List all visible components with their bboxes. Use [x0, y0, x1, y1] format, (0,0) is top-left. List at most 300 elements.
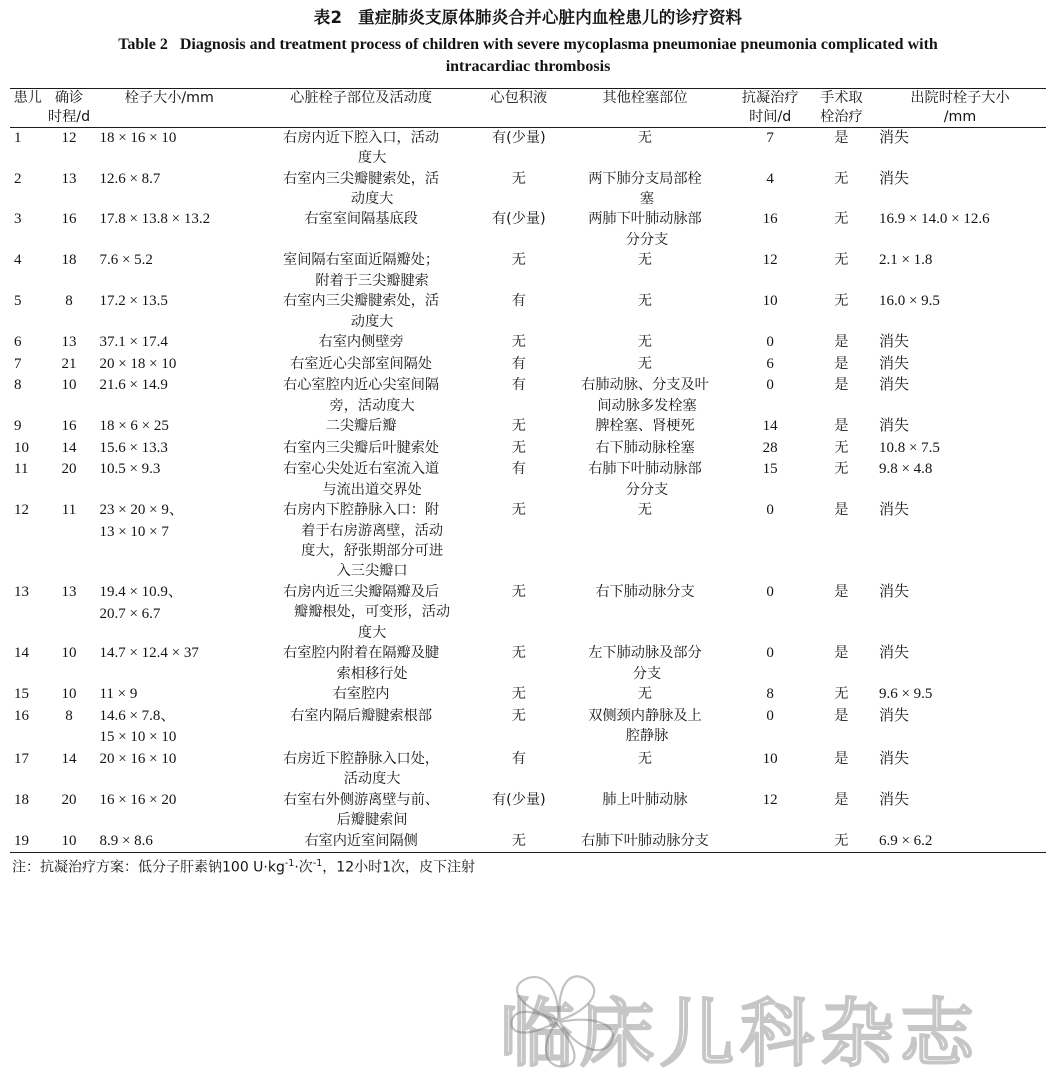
- cell-surgical-thrombectomy-line: 是: [834, 707, 849, 724]
- cell-other-embolism: [560, 438, 731, 460]
- cell-discharge-size: [873, 416, 1046, 438]
- cell-anticoagulation-days-line: 10: [762, 293, 778, 310]
- cell-pericardial-effusion: [478, 128, 559, 169]
- cell-other-embolism-line: 塞: [639, 190, 655, 207]
- cell-thrombus-size: [93, 438, 244, 460]
- cell-diagnosis-duration: [45, 291, 94, 332]
- cell-discharge-size-line: 16.9 × 14.0 × 12.6: [878, 211, 990, 228]
- cell-discharge-size: [873, 643, 1046, 684]
- cell-thrombus-size: [93, 169, 244, 210]
- table-row: [10, 790, 1046, 831]
- cell-patient-id-line: 5: [14, 293, 22, 310]
- cell-surgical-thrombectomy: [810, 250, 873, 291]
- caption-english-number: Table 2: [118, 35, 168, 53]
- col-header-cardiac-site-mobility: 心脏栓子部位及活动度: [290, 90, 433, 107]
- cell-patient-id: [10, 706, 45, 749]
- cell-cardiac-site: [244, 749, 478, 790]
- cell-diagnosis-duration-line: 10: [61, 645, 77, 662]
- cell-diagnosis-duration-line: 10: [61, 377, 77, 394]
- cell-surgical-thrombectomy: [810, 749, 873, 790]
- footnote-sup-2: -1: [312, 858, 323, 870]
- cell-pericardial-effusion: [478, 582, 559, 643]
- cell-pericardial-effusion-line: 无: [511, 832, 526, 849]
- cell-other-embolism-line: 无: [637, 355, 653, 372]
- cell-diagnosis-duration: [45, 749, 94, 790]
- cell-anticoagulation-days: [730, 831, 809, 853]
- cell-diagnosis-duration-line: 13: [61, 334, 77, 351]
- cell-thrombus-size-line: 11 × 9: [99, 686, 138, 703]
- cell-patient-id: [10, 459, 45, 500]
- cell-surgical-thrombectomy-line: 是: [834, 583, 849, 600]
- cell-other-embolism: [560, 354, 731, 376]
- cell-diagnosis-duration: [45, 416, 94, 438]
- cell-cardiac-site: [244, 416, 478, 438]
- cell-diagnosis-duration-line: 13: [61, 170, 77, 187]
- cell-cardiac-site: [244, 128, 478, 169]
- cell-other-embolism: [560, 643, 731, 684]
- cell-patient-id-line: 9: [14, 418, 22, 435]
- cell-anticoagulation-days-line: 12: [762, 252, 778, 269]
- cell-cardiac-site-line: 活动度大: [343, 771, 401, 788]
- cell-pericardial-effusion-line: 有: [511, 377, 526, 394]
- table-row: [10, 459, 1046, 500]
- footnote-sup-1: -1: [284, 858, 295, 870]
- cell-cardiac-site-line: 与流出道交界处: [322, 481, 422, 498]
- cell-diagnosis-duration-line: 14: [61, 750, 77, 767]
- cell-other-embolism-line: 无: [637, 334, 653, 351]
- cell-surgical-thrombectomy: [810, 459, 873, 500]
- cell-pericardial-effusion: [478, 831, 559, 853]
- cell-other-embolism-line: 右下肺动脉分支: [595, 583, 695, 600]
- table-row: [10, 831, 1046, 853]
- cell-patient-id-line: 13: [14, 583, 29, 600]
- cell-patient-id: [10, 250, 45, 291]
- cell-patient-id-line: 18: [14, 791, 29, 808]
- cell-diagnosis-duration: [45, 684, 94, 706]
- cell-surgical-thrombectomy-line: 无: [834, 170, 849, 187]
- cell-other-embolism-line: 脾栓塞、肾梗死: [595, 418, 695, 435]
- cell-anticoagulation-days: [730, 169, 809, 210]
- cell-surgical-thrombectomy: [810, 169, 873, 210]
- table-row: [10, 438, 1046, 460]
- cell-patient-id: [10, 684, 45, 706]
- cell-anticoagulation-days-line: 0: [766, 377, 774, 394]
- cell-surgical-thrombectomy-line: 无: [834, 293, 849, 310]
- cell-surgical-thrombectomy: [810, 128, 873, 169]
- table-row: [10, 582, 1046, 643]
- cell-pericardial-effusion-line: 有: [511, 461, 526, 478]
- cell-pericardial-effusion: [478, 375, 559, 416]
- cell-thrombus-size: [93, 831, 244, 853]
- cell-surgical-thrombectomy: [810, 375, 873, 416]
- footnote-suffix: ，12小时1次，皮下注射: [322, 859, 476, 876]
- cell-discharge-size: [873, 354, 1046, 376]
- cell-diagnosis-duration: [45, 169, 94, 210]
- cell-pericardial-effusion: [478, 749, 559, 790]
- cell-cardiac-site-line: 瓣瓣根处，可变形，活动: [294, 604, 451, 621]
- cell-other-embolism: [560, 831, 731, 853]
- cell-patient-id-line: 10: [14, 439, 29, 456]
- caption-chinese-text: 重症肺炎支原体肺炎合并心脏内血栓患儿的诊疗资料: [358, 8, 743, 27]
- cell-thrombus-size: [93, 332, 244, 354]
- cell-discharge-size: [873, 438, 1046, 460]
- cell-anticoagulation-days: [730, 250, 809, 291]
- footnote-mid: ·次: [294, 859, 313, 876]
- cell-other-embolism-line: 左下肺动脉及部分: [588, 645, 702, 662]
- cell-diagnosis-duration-line: 13: [61, 583, 77, 600]
- cell-surgical-thrombectomy: [810, 684, 873, 706]
- col-header-diagnosis-duration: 确诊 时程/d: [47, 90, 91, 125]
- cell-thrombus-size: [93, 500, 244, 582]
- cell-pericardial-effusion-line: 无: [511, 252, 526, 269]
- cell-surgical-thrombectomy-line: 无: [834, 211, 849, 228]
- cell-cardiac-site-line: 入三尖瓣口: [336, 563, 408, 580]
- table-row: [10, 500, 1046, 582]
- cell-diagnosis-duration: [45, 209, 94, 250]
- cell-pericardial-effusion: [478, 500, 559, 582]
- cell-other-embolism: [560, 582, 731, 643]
- cell-diagnosis-duration-line: 18: [61, 252, 77, 269]
- cell-discharge-size: [873, 128, 1046, 169]
- cell-patient-id-line: 16: [14, 707, 29, 724]
- cell-discharge-size-line: 消失: [878, 750, 909, 767]
- cell-pericardial-effusion-line: 无: [511, 502, 526, 519]
- cell-diagnosis-duration: [45, 643, 94, 684]
- cell-other-embolism: [560, 250, 731, 291]
- cell-pericardial-effusion-line: 有(少量): [491, 129, 546, 146]
- cell-pericardial-effusion-line: 有: [511, 750, 526, 767]
- cell-pericardial-effusion: [478, 354, 559, 376]
- cell-thrombus-size-line: 16 × 16 × 20: [99, 791, 177, 808]
- cell-cardiac-site-line: 右室心尖处近右室流入道: [283, 461, 440, 478]
- cell-anticoagulation-days: [730, 459, 809, 500]
- table-row: [10, 209, 1046, 250]
- table-row: [10, 749, 1046, 790]
- cell-discharge-size: [873, 250, 1046, 291]
- caption-english-line2: intracardiac thrombosis: [445, 58, 611, 76]
- cell-pericardial-effusion: [478, 416, 559, 438]
- cell-other-embolism: [560, 684, 731, 706]
- cell-diagnosis-duration: [45, 831, 94, 853]
- cell-discharge-size-line: 消失: [878, 583, 909, 600]
- cell-pericardial-effusion-line: 有(少量): [491, 791, 546, 808]
- cell-discharge-size: [873, 291, 1046, 332]
- cell-pericardial-effusion-line: 有: [511, 355, 526, 372]
- cell-anticoagulation-days: [730, 332, 809, 354]
- cell-surgical-thrombectomy-line: 是: [834, 502, 849, 519]
- cell-other-embolism: [560, 749, 731, 790]
- cell-diagnosis-duration-line: 14: [61, 439, 77, 456]
- cell-discharge-size: [873, 684, 1046, 706]
- cell-thrombus-size-line: 12.6 × 8.7: [99, 170, 161, 187]
- col-header-anticoagulation-duration: 抗凝治疗 时间/d: [741, 90, 799, 125]
- cell-cardiac-site-line: 度大: [357, 150, 387, 167]
- cell-thrombus-size-line: 15.6 × 13.3: [99, 439, 168, 456]
- cell-patient-id: [10, 332, 45, 354]
- cell-thrombus-size: [93, 128, 244, 169]
- cell-discharge-size-line: 消失: [878, 334, 909, 351]
- cell-other-embolism-line: 分分支: [625, 481, 669, 498]
- cell-thrombus-size-line: 20 × 18 × 10: [99, 355, 177, 372]
- table-row: [10, 128, 1046, 169]
- cell-discharge-size-line: 9.8 × 4.8: [878, 461, 933, 478]
- cell-pericardial-effusion: [478, 209, 559, 250]
- cell-diagnosis-duration-line: 16: [61, 211, 77, 228]
- cell-surgical-thrombectomy-line: 是: [834, 645, 849, 662]
- cell-anticoagulation-days-line: 28: [762, 439, 778, 456]
- cell-cardiac-site-line: 后瓣腱索间: [336, 812, 408, 829]
- cell-surgical-thrombectomy-line: 是: [834, 129, 849, 146]
- cell-other-embolism-line: 右肺动脉、分支及叶: [581, 377, 709, 394]
- cell-discharge-size: [873, 790, 1046, 831]
- cell-thrombus-size: [93, 790, 244, 831]
- cell-patient-id: [10, 291, 45, 332]
- table-row: [10, 643, 1046, 684]
- cell-diagnosis-duration-line: 20: [61, 461, 77, 478]
- cell-pericardial-effusion: [478, 250, 559, 291]
- cell-pericardial-effusion-line: 无: [511, 418, 526, 435]
- cell-anticoagulation-days-line: 15: [762, 461, 778, 478]
- cell-other-embolism-line: 腔静脉: [625, 728, 669, 745]
- cell-thrombus-size: [93, 250, 244, 291]
- cell-diagnosis-duration: [45, 500, 94, 582]
- cell-thrombus-size-line: 20 × 16 × 10: [99, 750, 177, 767]
- cell-cardiac-site-line: 右室内三尖瓣腱索处，活: [283, 293, 440, 310]
- cell-thrombus-size-line: 18 × 16 × 10: [99, 129, 177, 146]
- cell-thrombus-size: [93, 375, 244, 416]
- cell-diagnosis-duration: [45, 250, 94, 291]
- cell-other-embolism-line: 无: [637, 750, 653, 767]
- cell-cardiac-site: [244, 790, 478, 831]
- cell-thrombus-size-line: 10.5 × 9.3: [99, 461, 161, 478]
- cell-other-embolism: [560, 169, 731, 210]
- cell-diagnosis-duration-line: 8: [65, 707, 73, 724]
- table-caption: [0, 0, 1056, 79]
- cell-anticoagulation-days-line: 6: [766, 355, 774, 372]
- cell-other-embolism-line: 分支: [632, 665, 662, 682]
- cell-pericardial-effusion-line: 有(少量): [491, 211, 546, 228]
- cell-cardiac-site: [244, 169, 478, 210]
- cell-anticoagulation-days: [730, 500, 809, 582]
- table-row: [10, 332, 1046, 354]
- cell-discharge-size: [873, 749, 1046, 790]
- cell-cardiac-site: [244, 332, 478, 354]
- footnote-prefix: 注：抗凝治疗方案：低分子肝素钠100 U·kg: [12, 859, 285, 876]
- cell-cardiac-site: [244, 582, 478, 643]
- cell-cardiac-site: [244, 291, 478, 332]
- cell-thrombus-size-line: 14.6 × 7.8、: [99, 707, 176, 724]
- cell-cardiac-site: [244, 354, 478, 376]
- col-header-thrombus-size: 栓子大小/mm: [124, 90, 214, 107]
- cell-pericardial-effusion-line: 无: [511, 170, 526, 187]
- cell-surgical-thrombectomy: [810, 790, 873, 831]
- caption-chinese-number: 表2: [313, 8, 343, 27]
- cell-discharge-size: [873, 375, 1046, 416]
- cell-other-embolism: [560, 291, 731, 332]
- cell-other-embolism: [560, 459, 731, 500]
- table-row: [10, 354, 1046, 376]
- cell-cardiac-site-line: 二尖瓣后瓣: [325, 418, 397, 435]
- cell-anticoagulation-days-line: 8: [766, 686, 774, 703]
- cell-patient-id-line: 2: [14, 170, 22, 187]
- table-row: [10, 684, 1046, 706]
- cell-anticoagulation-days-line: 16: [762, 211, 778, 228]
- cell-discharge-size: [873, 459, 1046, 500]
- cell-diagnosis-duration: [45, 582, 94, 643]
- cell-cardiac-site-line: 右室腔内: [332, 686, 390, 703]
- cell-patient-id: [10, 375, 45, 416]
- cell-other-embolism: [560, 375, 731, 416]
- cell-patient-id: [10, 500, 45, 582]
- cell-diagnosis-duration: [45, 790, 94, 831]
- cell-diagnosis-duration-line: 21: [61, 355, 77, 372]
- col-header-pericardial-effusion: 心包积液: [490, 90, 548, 107]
- caption-chinese: [28, 6, 1028, 31]
- cell-cardiac-site-line: 索相移行处: [336, 665, 408, 682]
- cell-thrombus-size-line: 13 × 10 × 7: [99, 523, 169, 540]
- cell-thrombus-size-line: 18 × 6 × 25: [99, 418, 169, 435]
- table-bottom-rule: [10, 852, 1046, 853]
- table-header: [10, 89, 1046, 126]
- cell-discharge-size: [873, 831, 1046, 853]
- diagnosis-table-body: [10, 128, 1046, 853]
- cell-cardiac-site: [244, 684, 478, 706]
- table-row: [10, 169, 1046, 210]
- cell-discharge-size-line: 消失: [878, 645, 909, 662]
- cell-diagnosis-duration: [45, 128, 94, 169]
- cell-surgical-thrombectomy: [810, 354, 873, 376]
- cell-anticoagulation-days: [730, 684, 809, 706]
- cell-surgical-thrombectomy: [810, 500, 873, 582]
- cell-surgical-thrombectomy: [810, 209, 873, 250]
- cell-discharge-size-line: 消失: [878, 707, 909, 724]
- cell-surgical-thrombectomy: [810, 332, 873, 354]
- cell-anticoagulation-days: [730, 209, 809, 250]
- cell-cardiac-site-line: 右室近心尖部室间隔处: [290, 355, 433, 372]
- cell-anticoagulation-days: [730, 706, 809, 749]
- watermark-text: 临床儿科杂志: [500, 991, 980, 1077]
- cell-pericardial-effusion: [478, 438, 559, 460]
- cell-patient-id: [10, 643, 45, 684]
- cell-diagnosis-duration-line: 10: [61, 686, 77, 703]
- cell-discharge-size-line: 消失: [878, 418, 909, 435]
- cell-other-embolism-line: 无: [637, 293, 653, 310]
- col-header-other-embolism-sites: 其他栓塞部位: [602, 90, 688, 107]
- cell-pericardial-effusion-line: 有: [511, 293, 526, 310]
- cell-surgical-thrombectomy-line: 是: [834, 355, 849, 372]
- cell-thrombus-size-line: 19.4 × 10.9、: [99, 583, 183, 600]
- cell-cardiac-site-line: 右房近下腔静脉入口处，: [283, 750, 440, 767]
- cell-other-embolism: [560, 209, 731, 250]
- cell-thrombus-size: [93, 354, 244, 376]
- cell-diagnosis-duration-line: 10: [61, 832, 77, 849]
- cell-anticoagulation-days: [730, 643, 809, 684]
- cell-cardiac-site-line: 动度大: [350, 190, 394, 207]
- cell-patient-id-line: 11: [14, 461, 29, 478]
- cell-surgical-thrombectomy-line: 无: [834, 439, 849, 456]
- table-row: [10, 706, 1046, 749]
- col-header-surgical-thrombectomy: 手术取 栓治疗: [820, 90, 863, 125]
- cell-thrombus-size: [93, 684, 244, 706]
- cell-discharge-size-line: 10.8 × 7.5: [878, 439, 940, 456]
- cell-cardiac-site-line: 右室内隔后瓣腱索根部: [290, 707, 433, 724]
- cell-other-embolism-line: 右下肺动脉栓塞: [595, 439, 695, 456]
- cell-cardiac-site-line: 右室内近室间隔侧: [304, 832, 418, 849]
- cell-cardiac-site-line: 右房内近三尖瓣隔瓣及后: [283, 583, 440, 600]
- cell-patient-id: [10, 128, 45, 169]
- cell-thrombus-size-line: 17.2 × 13.5: [99, 293, 168, 310]
- cell-diagnosis-duration-line: 11: [61, 502, 77, 519]
- cell-patient-id: [10, 169, 45, 210]
- cell-surgical-thrombectomy: [810, 416, 873, 438]
- cell-anticoagulation-days: [730, 375, 809, 416]
- cell-anticoagulation-days-line: 0: [766, 645, 774, 662]
- cell-patient-id: [10, 790, 45, 831]
- cell-other-embolism-line: 间动脉多发栓塞: [597, 397, 697, 414]
- cell-patient-id: [10, 831, 45, 853]
- cell-thrombus-size-line: 15 × 10 × 10: [99, 729, 177, 746]
- cell-patient-id-line: 4: [14, 252, 22, 269]
- cell-discharge-size-line: 消失: [878, 355, 909, 372]
- cell-patient-id-line: 1: [14, 129, 22, 146]
- cell-surgical-thrombectomy-line: 无: [834, 461, 849, 478]
- cell-pericardial-effusion-line: 无: [511, 583, 526, 600]
- cell-pericardial-effusion: [478, 643, 559, 684]
- table-footnote: [10, 857, 1046, 878]
- table-row: [10, 375, 1046, 416]
- cell-cardiac-site-line: 度大，舒张期部分可进: [301, 543, 444, 560]
- cell-other-embolism-line: 分分支: [625, 231, 669, 248]
- cell-cardiac-site-line: 动度大: [350, 313, 394, 330]
- cell-diagnosis-duration-line: 20: [61, 791, 77, 808]
- cell-diagnosis-duration: [45, 354, 94, 376]
- cell-discharge-size-line: 9.6 × 9.5: [878, 686, 933, 703]
- cell-discharge-size: [873, 209, 1046, 250]
- cell-cardiac-site-line: 着于右房游离壁，活动: [301, 522, 444, 539]
- cell-discharge-size-line: 消失: [878, 502, 909, 519]
- cell-pericardial-effusion: [478, 684, 559, 706]
- cell-other-embolism-line: 无: [637, 502, 653, 519]
- cell-anticoagulation-days: [730, 749, 809, 790]
- cell-cardiac-site-line: 右室内侧壁旁: [318, 334, 404, 351]
- cell-surgical-thrombectomy: [810, 582, 873, 643]
- cell-anticoagulation-days: [730, 438, 809, 460]
- cell-surgical-thrombectomy: [810, 831, 873, 853]
- cell-anticoagulation-days: [730, 128, 809, 169]
- cell-cardiac-site-line: 附着于三尖瓣腱索: [315, 272, 429, 289]
- cell-anticoagulation-days-line: 14: [762, 418, 778, 435]
- caption-english-line1: Diagnosis and treatment process of children with severe mycoplasma pneumoniae pneumonia complicated with: [179, 35, 938, 53]
- cell-surgical-thrombectomy-line: 是: [834, 750, 849, 767]
- cell-pericardial-effusion: [478, 169, 559, 210]
- cell-other-embolism: [560, 332, 731, 354]
- cell-discharge-size-line: 2.1 × 1.8: [878, 252, 933, 269]
- table-row: [10, 250, 1046, 291]
- cell-patient-id-line: 12: [14, 502, 29, 519]
- cell-surgical-thrombectomy-line: 是: [834, 791, 849, 808]
- table-row: [10, 416, 1046, 438]
- cell-anticoagulation-days-line: 4: [766, 170, 774, 187]
- cell-anticoagulation-days-line: 0: [766, 502, 774, 519]
- cell-thrombus-size: [93, 291, 244, 332]
- cell-anticoagulation-days: [730, 582, 809, 643]
- cell-other-embolism-line: 无: [637, 252, 653, 269]
- data-table-container: [10, 88, 1046, 853]
- cell-other-embolism: [560, 500, 731, 582]
- cell-cardiac-site: [244, 831, 478, 853]
- cell-patient-id: [10, 416, 45, 438]
- cell-patient-id-line: 7: [14, 355, 22, 372]
